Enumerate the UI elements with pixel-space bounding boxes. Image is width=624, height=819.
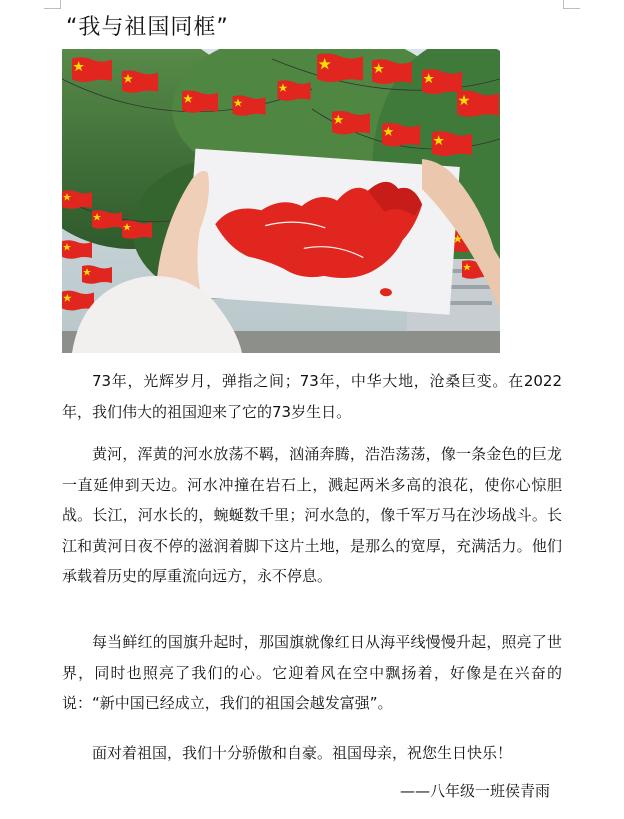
flag-map-photo [62, 49, 500, 353]
document-title: “我与祖国同框” [66, 15, 229, 40]
page-corner-mark-right [563, 0, 580, 9]
paragraph-1: 73年，光辉岁月，弹指之间；73年，中华大地，沧桑巨变。在2022年，我们伟大的祖国迎来了它的73岁生日。 [62, 372, 562, 421]
paragraph-4: 面对着祖国，我们十分骄傲和自豪。祖国母亲，祝您生日快乐！ [92, 744, 513, 762]
author-signature: ——八年级一班侯青雨 [399, 782, 550, 800]
paragraph-3: 每当鲜红的国旗升起时，那国旗就像红日从海平线慢慢升起，照亮了世界，同时也照亮了我们的心。它迎着风在空中飘扬着，好像是在兴奋的说：“新中国已经成立，我们的祖国会越发富强”。 [62, 633, 562, 712]
page-corner-mark-left [44, 0, 61, 9]
paragraph-2: 黄河，浑黄的河水放荡不羁，汹涌奔腾，浩浩荡荡，像一条金色的巨龙一直延伸到天边。河水冲撞在岩石上，溅起两米多高的浪花，使你心惊胆战。长江，河水长的，蜿蜒数千里；河水急的，像千军万马在沙场战斗。长江和黄河日夜不停的滋润着脚下这片土地，是那么的宽厚，充满活力。他们承载着历史的厚重流向远方，永不停息。 [62, 445, 562, 585]
